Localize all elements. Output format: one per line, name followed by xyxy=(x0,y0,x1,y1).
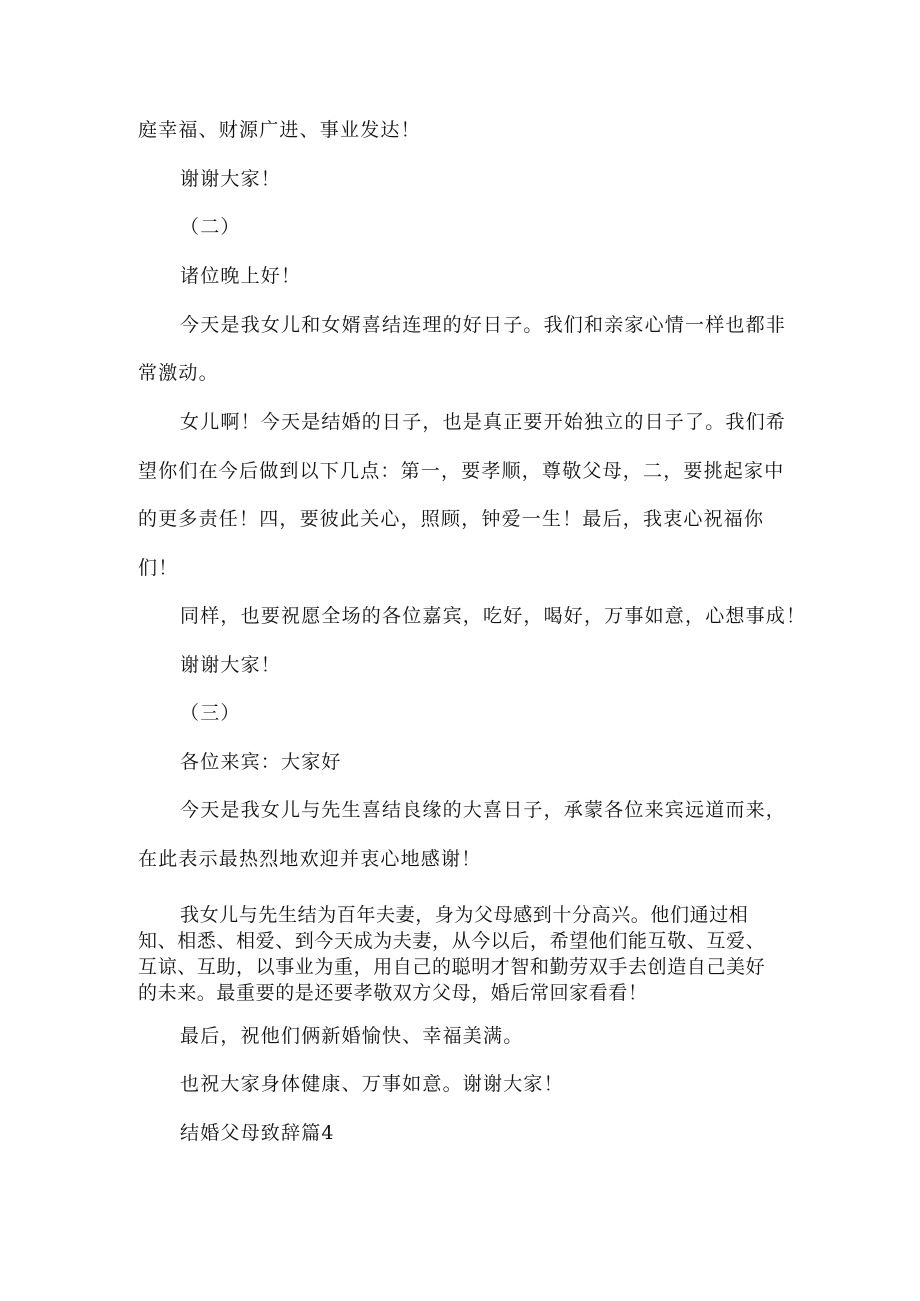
paragraph-line: 们！ xyxy=(138,557,179,579)
paragraph-greeting: 诸位晚上好！ xyxy=(180,265,302,287)
paragraph-line: 常激动。 xyxy=(138,362,219,384)
paragraph-line: 今天是我女儿与先生喜结良缘的大喜日子，承蒙各位来宾远道而来， xyxy=(180,799,787,821)
paragraph-line: 同样，也要祝愿全场的各位嘉宾，吃好，喝好，万事如意，心想事成！ xyxy=(180,605,807,627)
paragraph-greeting: 各位来宾：大家好 xyxy=(180,751,342,773)
section-marker-two: （二） xyxy=(180,216,241,238)
section-heading: 结婚父母致辞篇4 xyxy=(180,1122,335,1144)
paragraph-line: 在此表示最热烈地欢迎并衷心地感谢！ xyxy=(138,848,482,870)
paragraph-line: 也祝大家身体健康、万事如意。谢谢大家！ xyxy=(180,1073,564,1095)
paragraph-thanks: 谢谢大家！ xyxy=(180,168,282,190)
paragraph-line: 女儿啊！今天是结婚的日子，也是真正要开始独立的日子了。我们希 xyxy=(180,411,787,433)
paragraph-thanks: 谢谢大家！ xyxy=(180,654,282,676)
paragraph-line: 我女儿与先生结为百年夫妻，身为父母感到十分高兴。他们通过相 xyxy=(180,904,749,926)
paragraph-line: 庭幸福、财源广进、事业发达！ xyxy=(138,119,421,141)
paragraph-line: 的更多责任！四，要彼此关心，照顾，钟爱一生！最后，我衷心祝福你 xyxy=(138,508,765,530)
paragraph-line: 望你们在今后做到以下几点：第一，要孝顺，尊敬父母，二，要挑起家中 xyxy=(138,460,785,482)
paragraph-line: 互谅、互助，以事业为重，用自己的聪明才智和勤劳双手去创造自己美好 xyxy=(138,956,766,978)
paragraph-line: 知、相悉、相爱、到今天成为夫妻，从今以后，希望他们能互敬、互爱、 xyxy=(138,930,766,952)
section-marker-three: （三） xyxy=(180,702,241,724)
paragraph-line: 今天是我女儿和女婿喜结连理的好日子。我们和亲家心情一样也都非 xyxy=(180,314,787,336)
paragraph-line: 最后，祝他们俩新婚愉快、幸福美满。 xyxy=(180,1025,524,1047)
paragraph-line: 的未来。最重要的是还要孝敬双方父母，婚后常回家看看！ xyxy=(138,982,648,1004)
